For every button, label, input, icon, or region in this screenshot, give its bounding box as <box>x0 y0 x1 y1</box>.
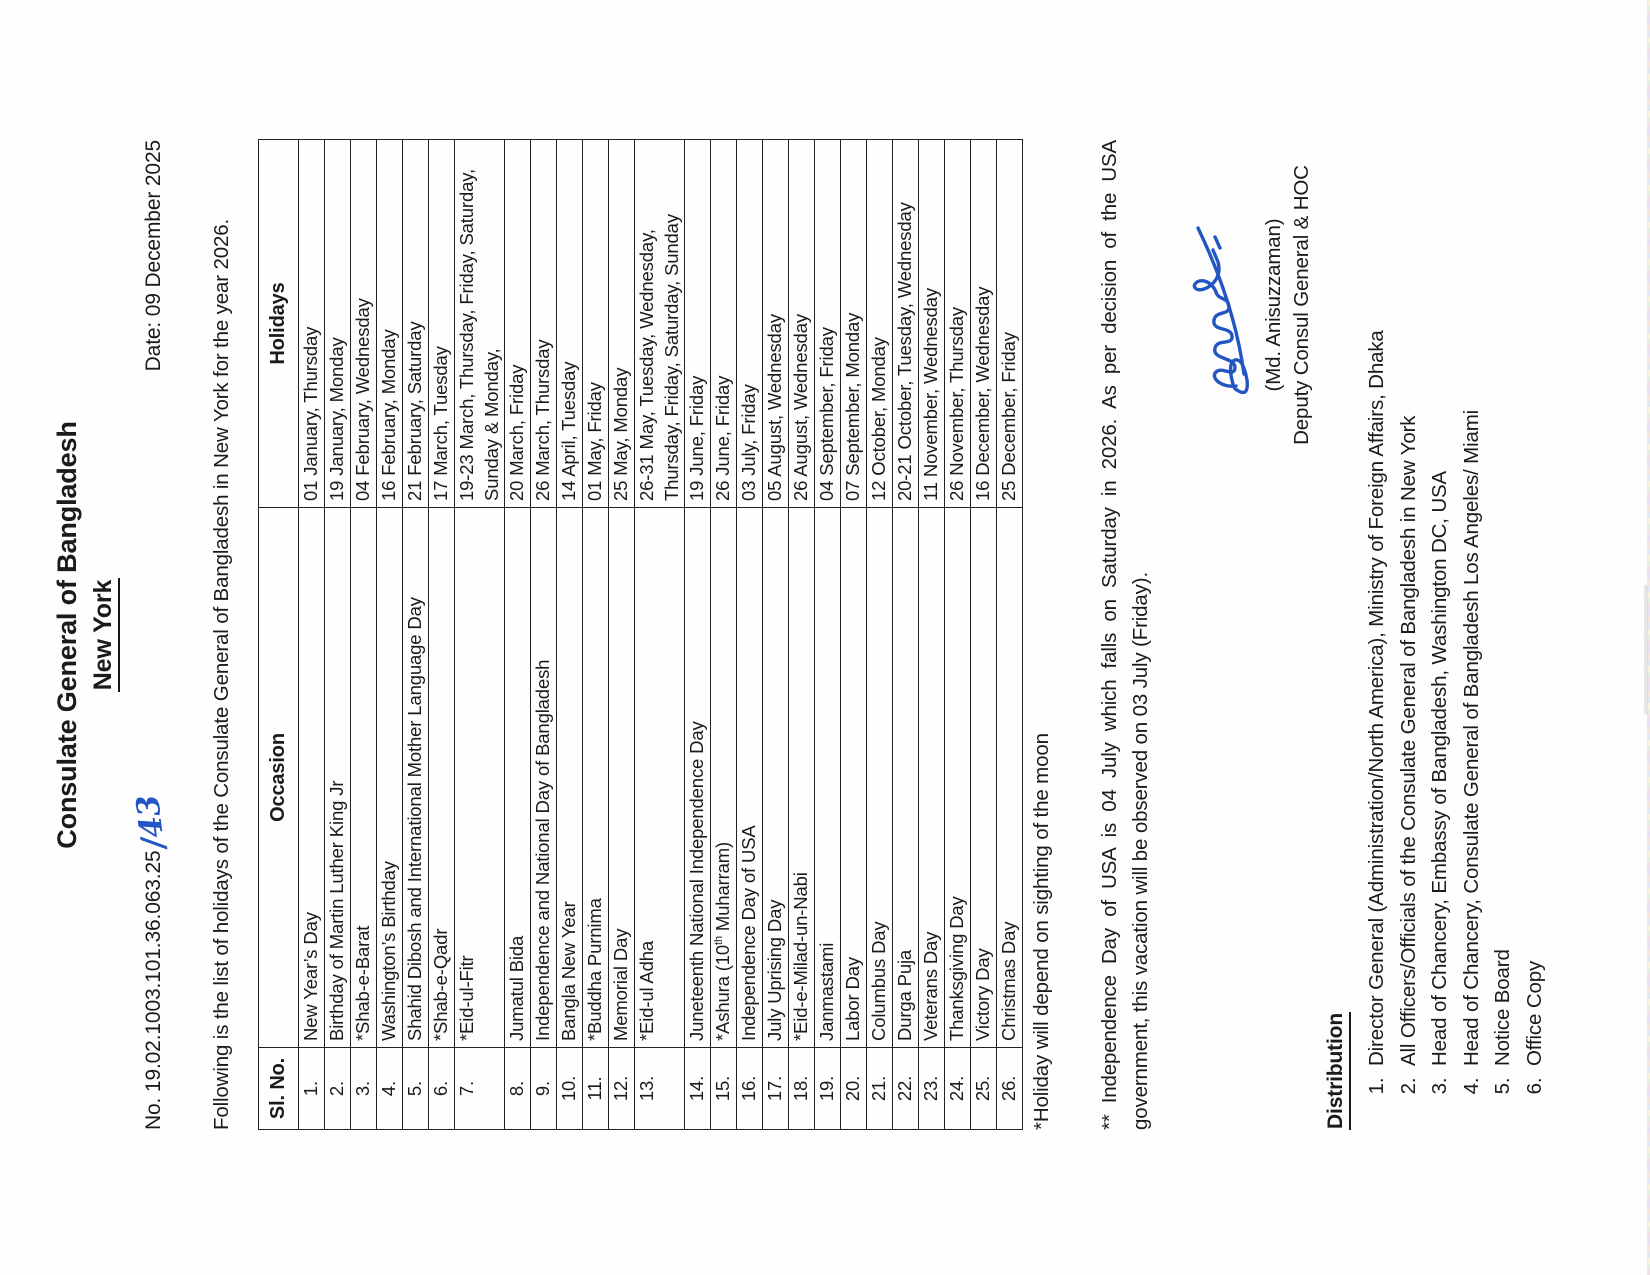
occasion-cell: *Buddha Purnima <box>583 508 609 1048</box>
occasion-cell: Christmas Day <box>997 508 1023 1048</box>
occasion-cell: Independence and National Day of Bangladesh <box>531 508 557 1048</box>
holiday-date-line: 11 November, Wednesday <box>920 287 941 501</box>
distribution-item: 4. Head of Chancery, Consulate General of Bangladesh Los Angeles/ Miami <box>1460 140 1484 1072</box>
holiday-date-line: 21 February, Saturday <box>404 321 425 501</box>
table-header-row <box>259 140 299 1130</box>
distribution-item: 6. Office Copy <box>1523 140 1547 1072</box>
table-row <box>711 140 737 1130</box>
header-occasion: Occasion <box>259 508 299 1048</box>
holiday-date-line: 01 January, Thursday <box>300 326 321 501</box>
org-subtitle-text: New York <box>89 578 120 692</box>
occasion-cell: Janmastami <box>815 508 841 1048</box>
holiday-date-line: Thursday, Friday, Saturday, Sunday <box>660 214 682 501</box>
occasion-cell: Washington’s Birthday <box>377 508 403 1048</box>
footnote-usa-independence: ** Independence Day of USA is 04 July which falls on Saturday in 2026. As per decision of the USA government, this vacation will be observed on 03 July (Friday). <box>1098 140 1152 1130</box>
holiday-cell <box>815 140 841 508</box>
org-subtitle <box>89 140 118 1130</box>
table-row <box>867 140 893 1130</box>
sl-no-cell: 22. <box>893 1048 919 1130</box>
holiday-date-line: 25 May, Monday <box>610 367 631 501</box>
signatory-title: Deputy Consul General & HOC <box>1290 165 1313 445</box>
ordinal-superscript: th <box>712 936 725 945</box>
table-row <box>403 140 429 1130</box>
table-row <box>893 140 919 1130</box>
table-row <box>531 140 557 1130</box>
holiday-date-line: 16 February, Monday <box>378 329 399 501</box>
occasion-cell: Columbus Day <box>867 508 893 1048</box>
holiday-date-line: 07 September, Monday <box>842 312 863 501</box>
sl-no-cell: 7. <box>455 1048 505 1130</box>
holiday-date-line: 05 August, Wednesday <box>764 314 785 501</box>
reference-number <box>129 793 173 1130</box>
occasion-cell: Shahid Dibosh and International Mother Language Day <box>403 508 429 1048</box>
occasion-cell: Victory Day <box>971 508 997 1048</box>
sl-no-cell: 25. <box>971 1048 997 1130</box>
occasion-cell: *Shab-e-Qadr <box>429 508 455 1048</box>
holiday-date-line: 19 June, Friday <box>686 375 707 501</box>
sl-no-cell: 11. <box>583 1048 609 1130</box>
holiday-date-line: 20 March, Friday <box>506 364 527 501</box>
holiday-cell <box>325 140 351 508</box>
sl-no-cell: 19. <box>815 1048 841 1130</box>
holiday-date-line: 14 April, Tuesday <box>558 361 579 501</box>
sl-no-cell: 15. <box>711 1048 737 1130</box>
holiday-date-line: 04 September, Friday <box>816 327 837 501</box>
table-row <box>557 140 583 1130</box>
holiday-date-line: 17 March, Tuesday <box>430 346 451 501</box>
distribution-heading: Distribution <box>1324 1012 1351 1130</box>
holiday-cell <box>455 140 505 508</box>
table-row <box>635 140 685 1130</box>
date-line: Date: 09 December 2025 <box>142 140 165 372</box>
signature-scribble <box>1180 210 1260 400</box>
holiday-date-line: 19 January, Monday <box>326 337 347 501</box>
distribution-item: 5. Notice Board <box>1491 140 1515 1072</box>
holiday-cell <box>609 140 635 508</box>
occasion-cell: Veterans Day <box>919 508 945 1048</box>
header-holidays: Holidays <box>259 140 299 508</box>
table-row <box>919 140 945 1130</box>
holiday-cell <box>377 140 403 508</box>
holiday-cell <box>635 140 685 508</box>
occasion-cell: Independence Day of USA <box>737 508 763 1048</box>
sl-no-cell: 20. <box>841 1048 867 1130</box>
holiday-cell <box>505 140 531 508</box>
holiday-cell <box>403 140 429 508</box>
holiday-cell <box>531 140 557 508</box>
table-row <box>377 140 403 1130</box>
holiday-table <box>258 139 1023 1130</box>
table-row <box>505 140 531 1130</box>
sl-no-cell: 24. <box>945 1048 971 1130</box>
signatory-name: (Md. Anisuzzaman) <box>1262 218 1285 392</box>
holiday-date-line: 26-31 May, Tuesday, Wednesday, <box>636 229 657 501</box>
table-row <box>351 140 377 1130</box>
table-row <box>789 140 815 1130</box>
holiday-cell <box>583 140 609 508</box>
holiday-cell <box>557 140 583 508</box>
sl-no-cell: 13. <box>635 1048 685 1130</box>
table-row <box>815 140 841 1130</box>
holiday-cell <box>919 140 945 508</box>
reference-number-handwritten: /43 <box>129 793 173 852</box>
sl-no-cell: 9. <box>531 1048 557 1130</box>
sl-no-cell: 5. <box>403 1048 429 1130</box>
distribution-item: 3. Head of Chancery, Embassy of Bangladesh, Washington DC, USA <box>1428 140 1452 1072</box>
footnote-moon: *Holiday will depend on sighting of the moon <box>1030 733 1053 1130</box>
holiday-date-line: 25 December, Friday <box>998 332 1019 501</box>
sl-no-cell: 3. <box>351 1048 377 1130</box>
holiday-date-line: 16 December, Wednesday <box>972 286 993 501</box>
sl-no-cell: 6. <box>429 1048 455 1130</box>
occasion-cell: Thanksgiving Day <box>945 508 971 1048</box>
holiday-cell <box>841 140 867 508</box>
sl-no-cell: 14. <box>685 1048 711 1130</box>
holiday-date-line: 04 February, Wednesday <box>352 298 373 501</box>
reference-number-printed: No. 19.02.1003.101.36.063.25 <box>142 850 165 1130</box>
holiday-cell <box>685 140 711 508</box>
holiday-date-line: 01 May, Friday <box>584 382 605 501</box>
sl-no-cell: 12. <box>609 1048 635 1130</box>
occasion-cell: *Eid-ul Adha <box>635 508 685 1048</box>
holiday-date-line: 12 October, Monday <box>868 337 889 501</box>
sl-no-cell: 2. <box>325 1048 351 1130</box>
distribution-item: 2. All Officers/Officials of the Consulate General of Bangladesh in New York <box>1397 140 1421 1072</box>
table-row <box>429 140 455 1130</box>
signature-block <box>1180 140 1314 470</box>
table-row <box>841 140 867 1130</box>
holiday-cell <box>299 140 325 508</box>
sl-no-cell: 26. <box>997 1048 1023 1130</box>
table-row <box>685 140 711 1130</box>
table-row <box>997 140 1023 1130</box>
table-row <box>763 140 789 1130</box>
occasion-cell: July Uprising Day <box>763 508 789 1048</box>
sl-no-cell: 17. <box>763 1048 789 1130</box>
meta-row <box>129 140 173 1130</box>
table-row <box>583 140 609 1130</box>
occasion-cell: New Year’s Day <box>299 508 325 1048</box>
occasion-cell: Labor Day <box>841 508 867 1048</box>
holiday-cell <box>429 140 455 508</box>
holiday-cell <box>971 140 997 508</box>
occasion-cell: Birthday of Martin Luther King Jr <box>325 508 351 1048</box>
occasion-cell: *Ashura (10th Muharram) <box>711 508 737 1048</box>
header-sl-no: Sl. No. <box>259 1048 299 1130</box>
holiday-cell <box>763 140 789 508</box>
sl-no-cell: 18. <box>789 1048 815 1130</box>
holiday-date-line: 26 August, Wednesday <box>790 314 811 501</box>
distribution-list <box>1365 140 1547 1130</box>
occasion-cell: *Eid-ul-Fitr <box>455 508 505 1048</box>
holiday-cell <box>351 140 377 508</box>
holiday-cell <box>789 140 815 508</box>
holiday-date-line: 20-21 October, Tuesday, Wednesday <box>894 202 915 501</box>
occasion-cell: *Shab-e-Barat <box>351 508 377 1048</box>
holiday-cell <box>711 140 737 508</box>
holiday-cell <box>867 140 893 508</box>
holiday-date-line: 03 July, Friday <box>738 384 759 501</box>
holiday-date-line: 26 November, Thursday <box>946 307 967 501</box>
table-row <box>971 140 997 1130</box>
table-row <box>299 140 325 1130</box>
occasion-cell: Jumatul Bida <box>505 508 531 1048</box>
occasion-cell: Memorial Day <box>609 508 635 1048</box>
sl-no-cell: 4. <box>377 1048 403 1130</box>
org-title: Consulate General of Bangladesh <box>52 421 82 849</box>
table-row <box>737 140 763 1130</box>
distribution-item: 1. Director General (Administration/North America), Ministry of Foreign Affairs, Dhaka <box>1365 140 1389 1072</box>
holiday-table-body <box>299 140 1023 1130</box>
table-row <box>325 140 351 1130</box>
holiday-date-line: 19-23 March, Thursday, Friday, Saturday, <box>456 169 477 501</box>
sl-no-cell: 1. <box>299 1048 325 1130</box>
sl-no-cell: 8. <box>505 1048 531 1130</box>
occasion-cell: Juneteenth National Independence Day <box>685 508 711 1048</box>
holiday-date-line: Sunday & Monday, <box>480 348 502 501</box>
holiday-date-line: 26 June, Friday <box>712 375 733 501</box>
sl-no-cell: 16. <box>737 1048 763 1130</box>
occasion-cell: Bangla New Year <box>557 508 583 1048</box>
table-row <box>609 140 635 1130</box>
holiday-date-line: 26 March, Thursday <box>532 339 553 501</box>
occasion-cell: Durga Puja <box>893 508 919 1048</box>
holiday-cell <box>737 140 763 508</box>
sl-no-cell: 21. <box>867 1048 893 1130</box>
sl-no-cell: 23. <box>919 1048 945 1130</box>
holiday-cell <box>997 140 1023 508</box>
sl-no-cell: 10. <box>557 1048 583 1130</box>
holiday-cell <box>945 140 971 508</box>
intro-sentence: Following is the list of holidays of the Consulate General of Bangladesh in New York for the year 2026. <box>210 218 233 1130</box>
occasion-cell: *Eid-e-Milad-un-Nabi <box>789 508 815 1048</box>
table-row <box>945 140 971 1130</box>
distribution-section <box>1324 140 1547 1130</box>
holiday-cell <box>893 140 919 508</box>
table-row <box>455 140 505 1130</box>
